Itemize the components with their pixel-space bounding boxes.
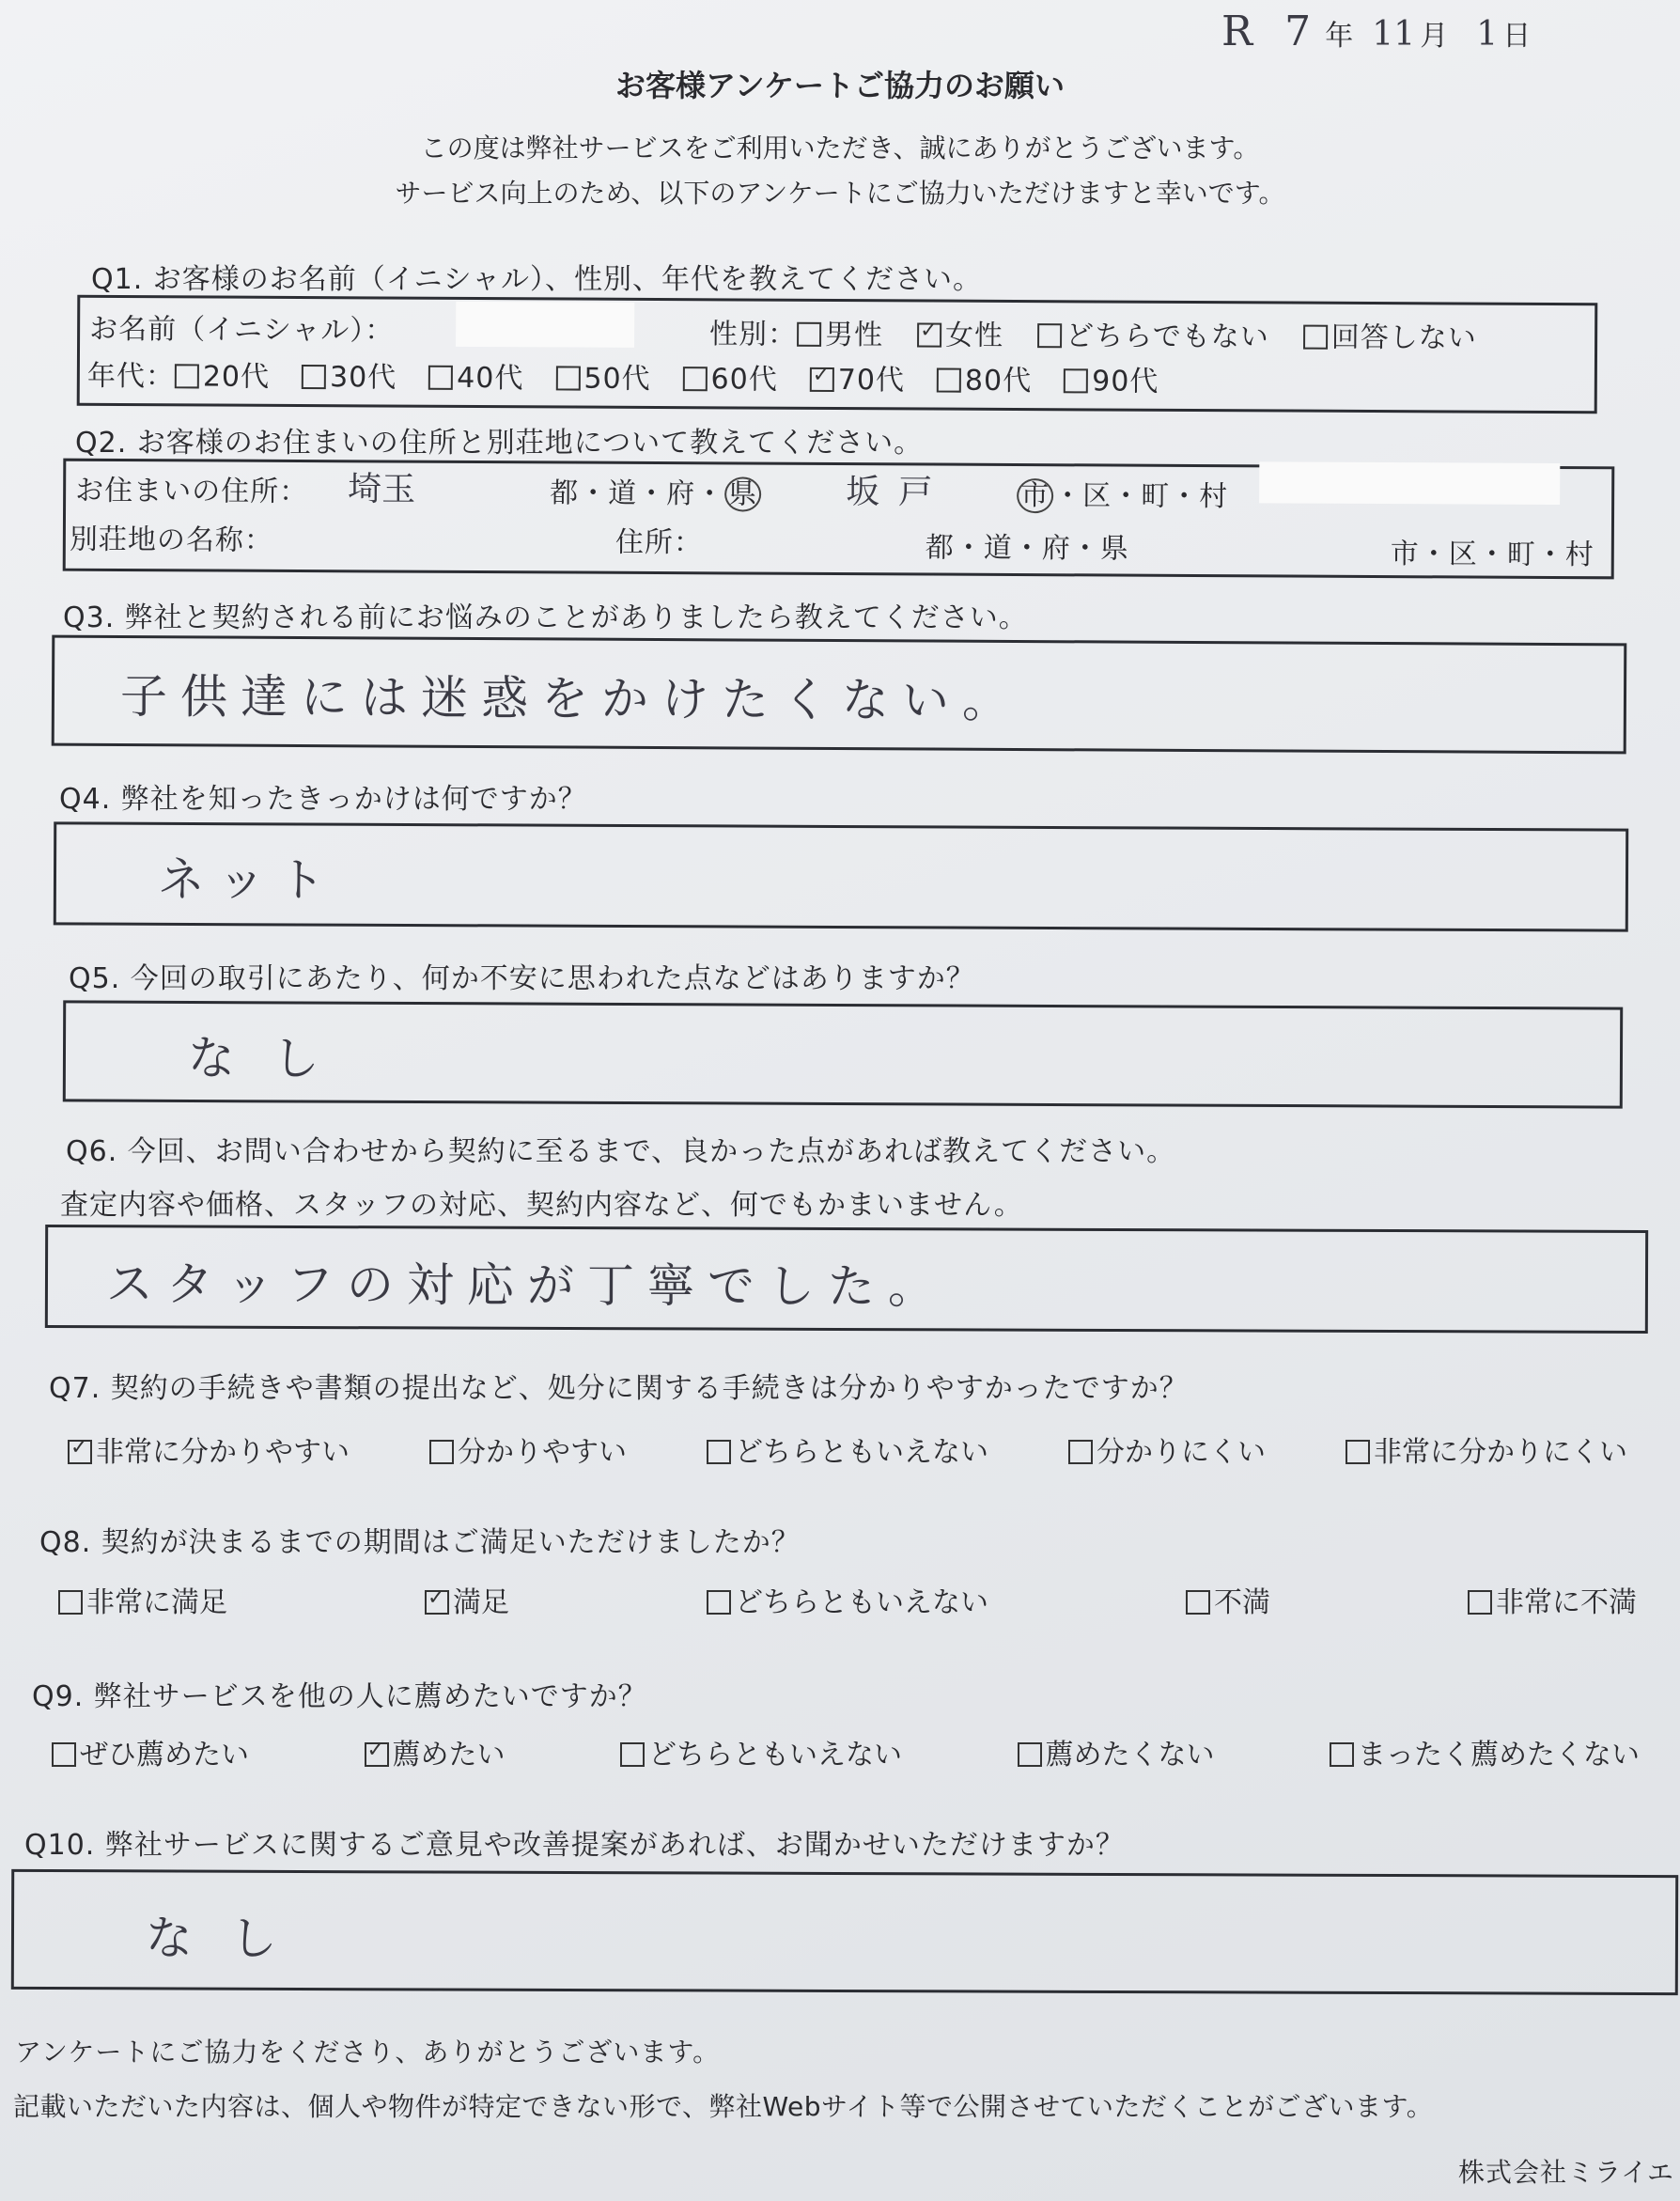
q7-option-4[interactable] — [1068, 1428, 1266, 1470]
checkbox-icon[interactable] — [429, 1440, 454, 1464]
q10-answer: なし — [145, 1911, 316, 1967]
gender-label: 性別： — [709, 318, 798, 351]
q10-label: Q10. 弊社サービスに関するご意見や改善提案があれば、お聞かせいただけますか？ — [24, 1829, 1125, 1862]
address-redaction — [1259, 461, 1560, 505]
gender-option-label: 女性 — [945, 319, 1004, 352]
q4-label: Q4. 弊社を知ったきっかけは何ですか？ — [59, 783, 587, 816]
footer-thanks: アンケートにご協力をくださり、ありがとうございます。 — [15, 2037, 721, 2068]
q7-option-label: 分かりやすい — [458, 1436, 627, 1469]
q9-option-label: ぜひ薦めたい — [80, 1739, 249, 1772]
checkbox-checked-icon[interactable] — [68, 1440, 92, 1464]
age-option-label: 20代 — [202, 360, 271, 394]
q8-option-2[interactable] — [425, 1579, 509, 1620]
q1-label: Q1. お客様のお名前（イニシャル）、性別、年代を教えてください。 — [91, 263, 982, 296]
q7-option-2[interactable] — [429, 1428, 627, 1470]
age-option-8[interactable] — [1064, 365, 1159, 398]
checkbox-icon[interactable] — [797, 322, 821, 347]
date-month-label: 月 — [1420, 20, 1450, 53]
gender-option-label: 回答しない — [1330, 320, 1477, 355]
age-option-3[interactable] — [428, 362, 523, 396]
home-address-label: お住まいの住所： — [75, 474, 309, 509]
q9-option-2[interactable] — [365, 1731, 506, 1772]
q5-answer: なし — [187, 1030, 358, 1086]
q5-answer-box — [63, 1000, 1623, 1108]
checkbox-checked-icon[interactable] — [365, 1742, 389, 1767]
checkbox-icon[interactable] — [1064, 368, 1088, 393]
villa-address-label: 住所： — [614, 525, 703, 560]
name-redaction — [456, 302, 634, 348]
q7-options — [68, 1428, 1627, 1470]
prefecture-suffix-selected: 県 — [724, 476, 761, 511]
q9-option-label: 薦めたくない — [1045, 1739, 1215, 1772]
age-option-1[interactable] — [175, 360, 270, 394]
q7-option-label: 非常に分かりにくい — [1374, 1436, 1627, 1469]
q8-option-label: 非常に満足 — [86, 1586, 227, 1619]
checkbox-icon[interactable] — [52, 1742, 76, 1767]
q8-option-label: 非常に不満 — [1496, 1586, 1637, 1619]
q7-option-3[interactable] — [707, 1428, 988, 1470]
q7-option-5[interactable] — [1346, 1428, 1627, 1470]
checkbox-checked-icon[interactable] — [917, 322, 941, 347]
q7-label: Q7. 契約の手続きや書類の提出など、処分に関する手続きは分かりやすかったですか？ — [49, 1372, 1189, 1405]
date-year-label: 年 — [1325, 20, 1355, 53]
checkbox-icon[interactable] — [707, 1590, 731, 1615]
age-option-label: 40代 — [457, 361, 524, 396]
q8-option-3[interactable] — [707, 1579, 988, 1620]
name-label: お名前（イニシャル）： — [89, 312, 395, 348]
q5-label: Q5. 今回の取引にあたり、何か不安に思われた点などはありますか？ — [69, 962, 975, 995]
q9-option-label: 薦めたい — [392, 1739, 506, 1772]
q9-option-4[interactable] — [1018, 1731, 1215, 1772]
q9-options — [52, 1731, 1640, 1772]
checkbox-icon[interactable] — [555, 366, 580, 390]
q6-answer: スタッフの対応が丁寧でした。 — [105, 1257, 949, 1315]
checkbox-icon[interactable] — [1186, 1590, 1210, 1615]
villa-name-label: 別荘地の名称： — [69, 523, 273, 557]
gender-option-2[interactable] — [917, 319, 1003, 351]
prefecture-suffix-options: 都・道・府・ — [550, 476, 725, 511]
page-title: お客様アンケートご協力のお願い — [614, 68, 1066, 103]
checkbox-icon[interactable] — [1068, 1440, 1093, 1464]
checkbox-icon[interactable] — [1018, 1742, 1042, 1767]
q8-option-label: 不満 — [1214, 1586, 1270, 1619]
q8-label: Q8. 契約が決まるまでの期間はご満足いただけましたか？ — [39, 1526, 801, 1559]
age-option-5[interactable] — [683, 363, 778, 397]
q3-answer: 子供達には迷惑をかけたくない。 — [119, 668, 1023, 729]
age-option-2[interactable] — [302, 361, 397, 395]
age-option-4[interactable] — [555, 362, 650, 396]
age-option-label: 90代 — [1092, 365, 1159, 398]
home-prefecture: 埼玉 — [348, 470, 416, 509]
city-suffix — [1017, 472, 1228, 514]
q2-label: Q2. お客様のお住まいの住所と別荘地について教えてください。 — [75, 427, 924, 460]
company-name: 株式会社ミライエ — [1457, 2157, 1674, 2188]
checkbox-icon[interactable] — [1037, 323, 1062, 348]
intro-line-2: サービス向上のため、以下のアンケートにご協力いただけますと幸いです。 — [395, 178, 1285, 209]
villa-prefecture-suffix: 都・道・府・県 — [925, 531, 1129, 566]
gender-option-4[interactable] — [1303, 321, 1477, 355]
q8-options — [58, 1579, 1637, 1620]
date-day-label: 日 — [1502, 20, 1532, 53]
checkbox-checked-icon[interactable] — [425, 1590, 449, 1615]
gender-option-label: どちらでもない — [1066, 320, 1269, 354]
q9-option-label: まったく薦めたくない — [1358, 1739, 1640, 1772]
checkbox-icon[interactable] — [175, 364, 199, 388]
checkbox-icon[interactable] — [302, 365, 326, 389]
home-city: 坂戸 — [846, 473, 952, 512]
checkbox-icon[interactable] — [1346, 1440, 1370, 1464]
villa-city-suffix: 市・区・町・村 — [1390, 538, 1594, 572]
checkbox-icon[interactable] — [428, 366, 453, 390]
q7-option-label: 非常に分かりやすい — [96, 1436, 350, 1469]
gender-row — [709, 310, 1511, 355]
q9-option-3[interactable] — [620, 1731, 902, 1772]
checkbox-icon[interactable] — [1468, 1590, 1492, 1615]
q6-label: Q6. 今回、お問い合わせから契約に至るまで、良かった点があれば教えてください。 — [66, 1135, 1176, 1168]
checkbox-icon[interactable] — [937, 368, 961, 393]
q10-answer-box — [11, 1869, 1678, 1995]
intro-line-1: この度は弊社サービスをご利用いただき、誠にありがとうございます。 — [420, 133, 1260, 164]
q7-option-1[interactable] — [68, 1428, 350, 1470]
q8-option-label: どちらともいえない — [735, 1586, 988, 1619]
checkbox-icon[interactable] — [58, 1590, 83, 1615]
q8-option-4[interactable] — [1186, 1579, 1270, 1620]
checkbox-checked-icon[interactable] — [810, 367, 834, 392]
q8-option-1[interactable] — [58, 1579, 227, 1620]
q3-label: Q3. 弊社と契約される前にお悩みのことがありましたら教えてください。 — [63, 601, 1028, 634]
age-option-7[interactable] — [937, 365, 1032, 398]
q9-option-1[interactable] — [52, 1731, 249, 1772]
q6-answer-box — [45, 1225, 1648, 1334]
q7-option-label: どちらともいえない — [735, 1436, 988, 1469]
gender-option-label: 男性 — [825, 318, 884, 352]
q2-box — [63, 459, 1615, 580]
city-suffix-selected: 市 — [1017, 478, 1053, 513]
date-month: 11 — [1372, 15, 1416, 54]
age-option-label: 70代 — [837, 364, 906, 398]
gender-option-1[interactable] — [797, 319, 883, 351]
age-option-label: 80代 — [964, 364, 1033, 398]
checkbox-icon[interactable] — [683, 367, 708, 391]
age-row — [87, 352, 1191, 399]
q6-sublabel: 査定内容や価格、スタッフの対応、契約内容など、何でもかまいません。 — [60, 1189, 1023, 1222]
age-option-label: 30代 — [329, 361, 397, 395]
footer-notice: 記載いただいた内容は、個人や物件が特定できない形で、弊社Webサイト等で公開させていただくことがございます。 — [13, 2091, 1434, 2122]
survey-date — [1221, 8, 1532, 55]
q3-answer-box — [52, 635, 1627, 755]
age-option-6[interactable] — [810, 364, 905, 398]
city-suffix-options: ・区・町・村 — [1053, 479, 1229, 514]
name-row — [89, 305, 394, 349]
q7-option-label: 分かりにくい — [1097, 1436, 1266, 1469]
q8-option-5[interactable] — [1468, 1579, 1637, 1620]
date-day: 1 — [1476, 15, 1499, 54]
age-label: 年代： — [86, 359, 175, 394]
checkbox-icon[interactable] — [620, 1742, 645, 1767]
age-option-label: 50代 — [583, 362, 651, 396]
prefecture-suffix — [550, 469, 761, 511]
gender-option-3[interactable] — [1037, 320, 1269, 353]
q9-option-label: どちらともいえない — [648, 1739, 902, 1772]
q4-answer: ネット — [157, 851, 339, 908]
checkbox-icon[interactable] — [1330, 1742, 1354, 1767]
date-era-year: R 7 — [1221, 8, 1321, 55]
age-option-label: 60代 — [710, 363, 778, 397]
q9-option-5[interactable] — [1330, 1731, 1640, 1772]
checkbox-icon[interactable] — [1303, 325, 1328, 350]
q8-option-label: 満足 — [453, 1586, 509, 1619]
q9-label: Q9. 弊社サービスを他の人に薦めたいですか？ — [32, 1680, 647, 1713]
q4-answer-box — [54, 821, 1628, 931]
q1-box — [77, 295, 1598, 414]
checkbox-icon[interactable] — [707, 1440, 731, 1464]
